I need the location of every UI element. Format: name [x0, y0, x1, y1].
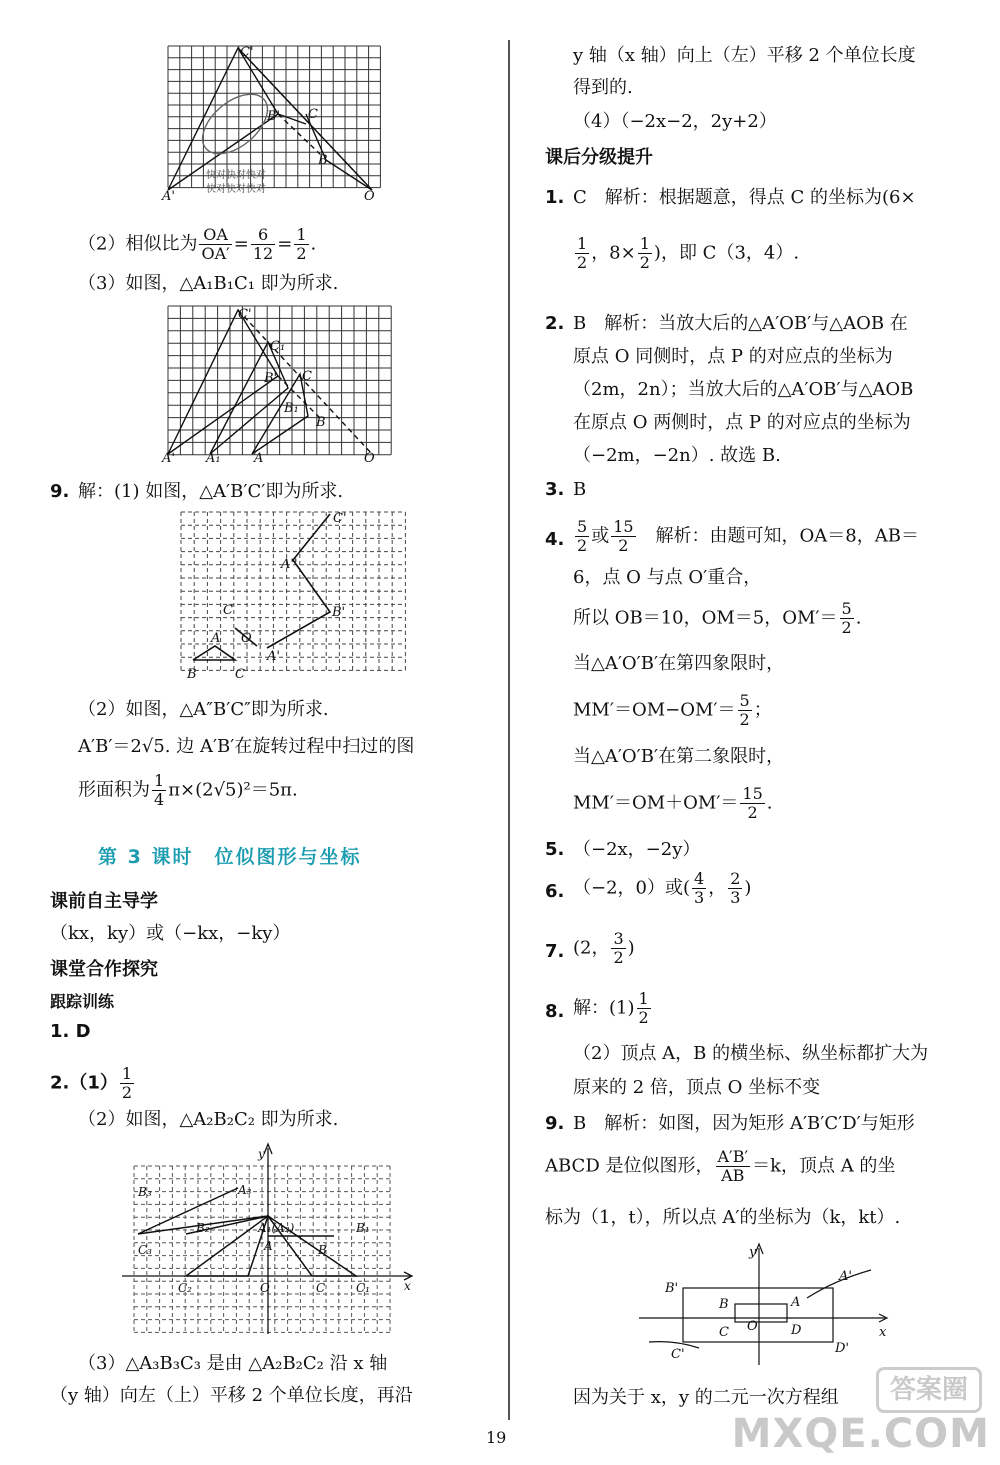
fig2-label-b1: B₁ — [284, 401, 299, 416]
q9-part2: （2）如图，△A″B′C″即为所求. — [78, 699, 329, 720]
a3-answer: B — [573, 479, 587, 500]
a9-line1: B 解析：如图，因为矩形 A′B′C′D′与矩形 — [573, 1113, 915, 1134]
fig4-label-c2: C₂ — [178, 1281, 192, 1295]
fig1-label-a-prime: A' — [162, 189, 175, 202]
a6-number: 6. — [545, 881, 565, 902]
heading-pre-study: 课前自主导学 — [50, 891, 158, 912]
tracking-q2-part3a: （3）△A₃B₃C₃ 是由 △A₂B₂C₂ 沿 x 轴 — [78, 1353, 388, 1374]
q2-similarity-ratio: （2）相似比为 $\frac{OA}{OA'}$ = $\frac{6}{12}$ = $\frac{1}{2}$ . — [78, 225, 317, 263]
fig2-label-a1: A₁ — [206, 451, 221, 464]
fig4-axis-y: y — [258, 1147, 265, 1161]
a3-number: 3. — [545, 479, 565, 500]
a6-answer: （−2，0）或( $\frac{4}{3}$ ， $\frac{2}{3}$ ) — [573, 869, 752, 907]
fig3-label-o: O — [241, 631, 252, 646]
watermark-badge: 答案圈 — [876, 1367, 982, 1413]
fig3-label-c-bottom: C — [235, 667, 245, 682]
fig5-axis-y: y — [749, 1245, 757, 1260]
heading-after-class: 课后分级提升 — [545, 147, 653, 168]
fig3-label-c-prime: C' — [333, 511, 347, 526]
fig3-label-b: B — [187, 667, 197, 682]
watermark: MXQE.COM — [731, 1411, 990, 1457]
fig4-label-c1: C₁ — [356, 1281, 370, 1295]
a9-number: 9. — [545, 1113, 565, 1134]
fig2-label-a-prime: A' — [162, 451, 175, 464]
fig3-label-b-prime: B' — [332, 605, 346, 620]
a2-line1: B 解析：当放大后的△A′OB′与△AOB 在 — [573, 313, 908, 334]
figure-coordinate-translation — [120, 1138, 470, 1338]
fig5-label-a-prime: A' — [839, 1269, 852, 1284]
fig1-label-c: C — [308, 107, 318, 122]
fig5-label-o: O — [747, 1319, 758, 1334]
fig1-label-b: B — [318, 153, 328, 168]
column-divider — [508, 40, 510, 1420]
a4-line2: 6，点 O 与点 O′重合， — [573, 567, 762, 588]
fig4-label-a3: A₃ — [238, 1183, 252, 1197]
fig2-label-b: B — [316, 415, 326, 430]
fig2-label-c1: C₁ — [270, 339, 286, 354]
fig2-label-c: C — [302, 369, 312, 384]
fig5-label-a: A — [791, 1295, 801, 1310]
a8-number: 8. — [545, 1001, 565, 1022]
r-line2: 得到的. — [573, 77, 633, 98]
fig5-label-c: C — [719, 1325, 729, 1340]
a8-line2: （2）顶点 A，B 的横坐标、纵坐标都扩大为 — [573, 1043, 929, 1064]
fig4-label-o: O — [260, 1281, 270, 1295]
a4-line3: 所以 OB＝10，OM＝5，OM′＝ $\frac{5}{2}$ . — [573, 599, 862, 637]
tracking-q1: 1. D — [50, 1021, 91, 1042]
fig4-axis-x: x — [404, 1279, 411, 1293]
fig2-label-o: O — [364, 451, 375, 464]
a8-line3: 原来的 2 倍，顶点 O 坐标不变 — [573, 1077, 821, 1098]
figure-homothety-2 — [160, 302, 430, 464]
q9-part4: 形面积为 $\frac{1}{4}$ π×(2√5)²＝5π. — [78, 771, 298, 809]
fig3-label-a-double-prime: A'' — [281, 557, 298, 572]
a2-line2: 原点 O 同侧时，点 P 的对应点的坐标为 — [573, 346, 893, 367]
a9-line2: ABCD 是位似图形， $\frac{A'B'}{AB}$ ＝k，顶点 A 的坐 — [545, 1147, 896, 1185]
fig4-label-b2: B₂ — [196, 1221, 210, 1235]
a5-answer: （−2x，−2y） — [573, 839, 701, 860]
fig2-label-c-prime: C' — [238, 307, 252, 322]
fig5-axis-x: x — [879, 1325, 887, 1340]
a4-number: 4. — [545, 529, 565, 550]
fig5-label-d-prime: D' — [835, 1341, 849, 1356]
a1-line2: $\frac{1}{2}$ ，8× $\frac{1}{2}$ )，即 C（3，4）. — [577, 234, 800, 272]
tracking-q2-part2: （2）如图，△A₂B₂C₂ 即为所求. — [78, 1109, 339, 1130]
a7-answer: (2， $\frac{3}{2}$ ) — [573, 929, 635, 967]
fig1-label-b-prime: B' — [267, 109, 281, 124]
fig3-label-a: A — [211, 631, 221, 646]
figure-homothety-1 — [160, 42, 430, 202]
heading-class-explore: 课堂合作探究 — [50, 959, 158, 980]
q3-text: （3）如图，△A₁B₁C₁ 即为所求. — [78, 273, 339, 294]
fig5-label-b-prime: B' — [665, 1281, 679, 1296]
a2-line3: （2m，2n）；当放大后的△A′OB′与△AOB — [573, 379, 914, 400]
fig2-label-b-prime: B' — [264, 371, 278, 386]
section-title: 第 3 课时 位似图形与坐标 — [98, 846, 362, 868]
a8-line1: 解：(1) $\frac{1}{2}$ — [573, 989, 649, 1027]
fig3-label-c-mid: C — [223, 603, 233, 618]
q9-part1: 解：(1) 如图，△A′B′C′即为所求. — [78, 481, 344, 502]
a4-line5: MM′＝OM−OM′＝ $\frac{5}{2}$ ； — [573, 691, 772, 729]
a4-line7: MM′＝OM＋OM′＝ $\frac{15}{2}$ . — [573, 784, 773, 822]
a2-line4: 在原点 O 两侧时，点 P 的对应点的坐标为 — [573, 412, 911, 433]
figure-rotation — [175, 508, 415, 683]
a1-line1: C 解析：根据题意，得点 C 的坐标为(6× — [573, 187, 916, 208]
tracking-q2-part1: 2.（1） $\frac{1}{2}$ — [50, 1064, 133, 1102]
a2-line5: （−2m，−2n）. 故选 B. — [573, 445, 781, 466]
fig3-label-a-prime: A' — [267, 649, 280, 664]
fig4-label-c3: C₃ — [138, 1243, 152, 1257]
a2-number: 2. — [545, 313, 565, 334]
a4-line1: $\frac{5}{2}$ 或 $\frac{15}{2}$ 解析：由题可知，OA＝8，AB＝ — [577, 517, 919, 555]
fig4-label-a: A — [264, 1239, 273, 1253]
pre-study-answer: （kx，ky）或（−kx，−ky） — [50, 923, 291, 944]
fig2-label-a: A — [254, 451, 264, 464]
r-line3: （4）（−2x−2，2y+2） — [573, 111, 777, 132]
a9-line3: 标为（1，t），所以点 A′的坐标为（k，kt）. — [545, 1207, 901, 1228]
a4-line4: 当△A′O′B′在第四象限时， — [573, 653, 785, 674]
fig1-watermark-1: 快对快对快对 — [206, 170, 266, 181]
fig4-label-b1: B₁ — [356, 1221, 370, 1235]
fig4-label-b: B — [318, 1243, 327, 1257]
tracking-q2-part3b: （y 轴）向左（上）平移 2 个单位长度，再沿 — [50, 1385, 413, 1406]
q9-part3: A′B′＝2√5. 边 A′B′在旋转过程中扫过的图 — [78, 736, 415, 757]
a4-line6: 当△A′O′B′在第二象限时， — [573, 746, 785, 767]
a5-number: 5. — [545, 839, 565, 860]
heading-tracking: 跟踪训练 — [50, 992, 115, 1011]
a7-number: 7. — [545, 941, 565, 962]
fig5-label-b: B — [719, 1297, 729, 1312]
fig4-label-b3: B₃ — [138, 1185, 152, 1199]
a1-number: 1. — [545, 187, 565, 208]
figure-rectangles — [635, 1240, 905, 1370]
fig5-label-d: D — [791, 1323, 802, 1338]
fig1-label-c-prime: C' — [240, 45, 254, 60]
fig4-label-a1-a2: A₁(A₂) — [258, 1221, 295, 1235]
q9-number: 9. — [50, 481, 70, 502]
a9-line4: 因为关于 x，y 的二元一次方程组 — [573, 1387, 839, 1408]
page-number: 19 — [486, 1428, 507, 1447]
fig1-label-o: O — [364, 189, 375, 202]
r-line1: y 轴（x 轴）向上（左）平移 2 个单位长度 — [573, 45, 916, 66]
fig4-label-c: C — [316, 1281, 326, 1295]
fig1-watermark-2: 快对快对快对 — [206, 184, 266, 195]
fig5-label-c-prime: C' — [671, 1347, 685, 1362]
